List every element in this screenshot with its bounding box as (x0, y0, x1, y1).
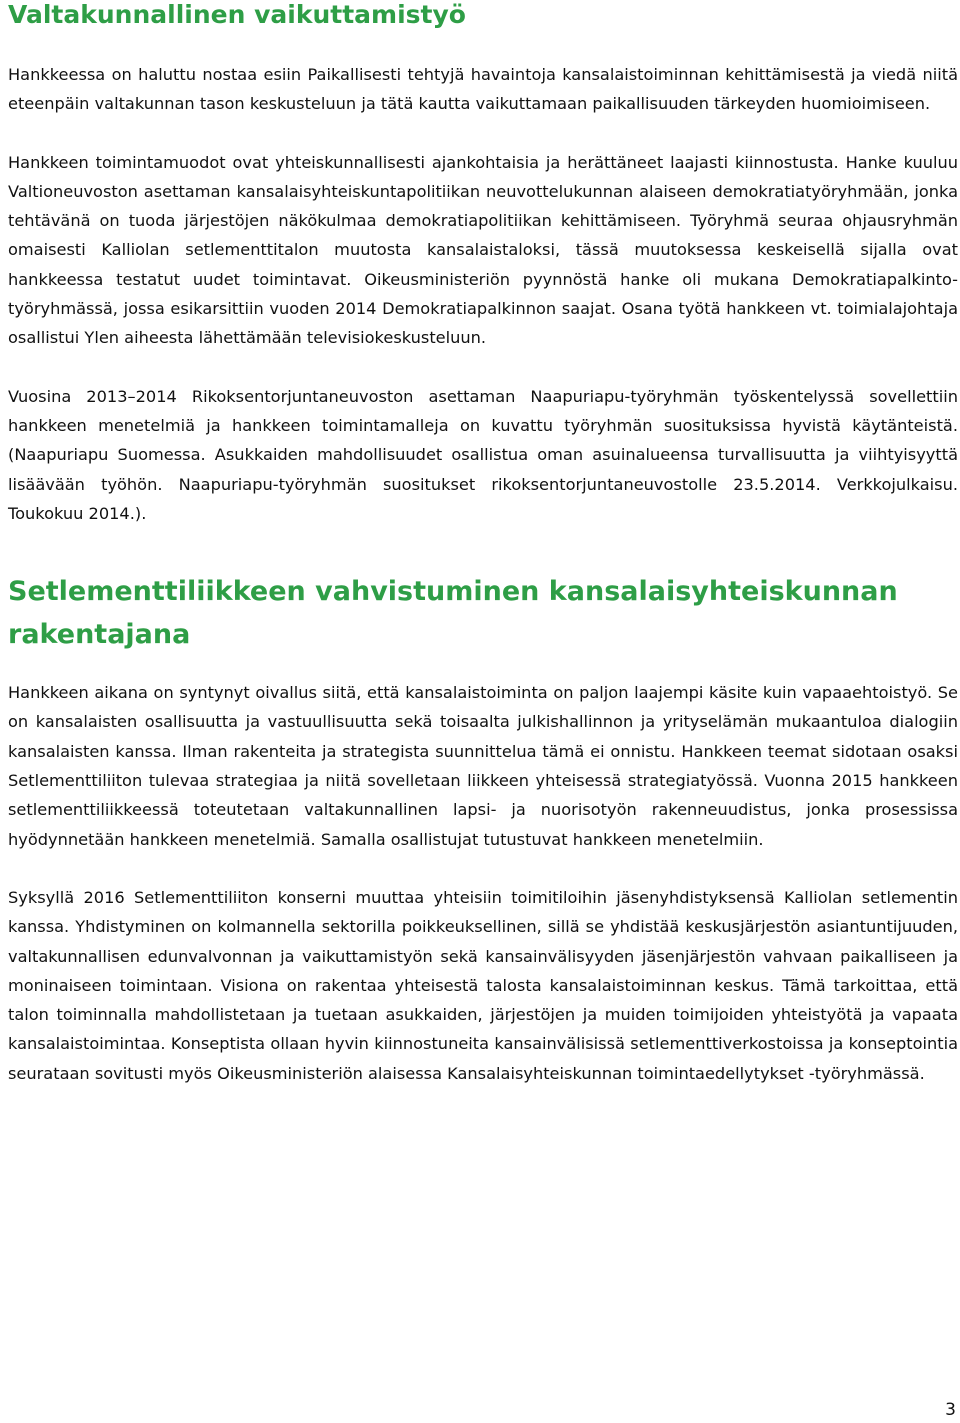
paragraph: Syksyllä 2016 Setlementtiliiton konserni muuttaa yhteisiin toimitiloihin jäsenyhdistyksensä Kalliolan setlementin kanssa. Yhdistyminen on kolmannella sektorilla poikkeuksellinen, sillä se yhdistää keskusjärjestön asiantuntijuuden, valtakunnallisen edunvalvonnan ja vaikuttamistyön sekä kansainvälisyyden jäsenjärjestön vahvaan paikalliseen ja moninaiseen toimintaan. Visiona on rakentaa yhteisestä talosta kansalaistoiminnan keskus. Tämä tarkoittaa, että talon toiminnalla mahdollistetaan ja tuetaan asukkaiden, järjestöjen ja muiden toimijoiden yhteistyötä ja vapaata kansalaistoimintaa. Konseptista ollaan hyvin kiinnostuneita kansainvälisissä setlementtiverkostoissa ja konseptointia seurataan sovitusti myös Oikeusministeriön alaisessa Kansalaisyhteiskunnan toimintaedellytykset -työryhmässä. (8, 887, 958, 1083)
paragraph-spacer (8, 119, 958, 148)
section-spacer (8, 528, 958, 570)
document-page (8, 0, 958, 1088)
paragraph: Hankkeen aikana on syntynyt oivallus siitä, että kansalaistoiminta on paljon laajempi käsite kuin vapaaehtoistyö. Se on kansalaisten osallisuutta ja vastuullisuutta sekä toisaalta julkishallinnon ja yrityselämän mukaantuloa dialogiin kansalaisten kanssa. Ilman rakenteita ja strategista suunnittelua tämä ei onnistu. Hankkeen teemat sidotaan osaksi Setlementtiliiton tulevaa strategiaa ja niitä sovelletaan liikkeen yhteisessä strategiatyössä. Vuonna 2015 hankkeen setlementtiliikkeessä toteutetaan valtakunnallinen lapsi- ja nuorisotyön rakenneuudistus, jonka prosessissa hyödynnetään hankkeen menetelmiä. Samalla osallistujat tutustuvat hankkeen menetelmiin. (8, 683, 958, 849)
paragraph-spacer (8, 353, 958, 382)
page-number: 3 (945, 1400, 956, 1420)
paragraph-spacer (8, 854, 958, 883)
paragraph: Vuosina 2013–2014 Rikoksentorjuntaneuvoston asettaman Naapuriapu-työryhmän työskentelyssä sovellettiin hankkeen menetelmiä ja hankkeen toimintamalleja on kuvattu työryhmän suosituksissa hyvistä käytänteistä. (Naapuriapu Suomessa. Asukkaiden mahdollisuudet osallistua oman asuinalueensa turvallisuutta ja viihtyisyyttä lisäävään työhön. Naapuriapu-työryhmän suositukset rikoksentorjuntaneuvostolle 23.5.2014. Verkkojulkaisu. Toukokuu 2014.). (8, 386, 958, 523)
paragraph: Hankkeessa on haluttu nostaa esiin Paikallisesti tehtyjä havaintoja kansalaistoiminnan kehittämisestä ja viedä niitä eteenpäin valtakunnan tason keskusteluun ja tätä kautta vaikuttamaan paikallisuuden tärkeyden huomioimiseen. (8, 65, 958, 114)
section-heading-valtakunnallinen: Valtakunnallinen vaikuttamistyö (8, 0, 466, 29)
section-heading-setlementtiliike: Setlementtiliikkeen vahvistuminen kansalaisyhteiskunnan rakentajana (8, 576, 898, 651)
paragraph: Hankkeen toimintamuodot ovat yhteiskunnallisesti ajankohtaisia ja herättäneet laajasti kiinnostusta. Hanke kuuluu Valtioneuvoston asettaman kansalaisyhteiskuntapolitiikan neuvottelukunnan alaiseen demokratiatyöryhmään, jonka tehtävänä on tuoda järjestöjen näkökulmaa demokratiapolitiikan kehittämiseen. Työryhmä seuraa ohjausryhmän omaisesti Kalliolan setlementtitalon muutosta kansalaistaloksi, tässä muutoksessa keskeisellä sijalla ovat hankkeessa testatut uudet toimintavat. Oikeusministeriön pyynnöstä hanke oli mukana Demokratiapalkinto-työryhmässä, jossa esikarsittiin vuoden 2014 Demokratiapalkinnon saajat. Osana työtä hankkeen vt. toimialajohtaja osallistui Ylen aiheesta lähettämään televisiokeskusteluun. (8, 152, 958, 348)
